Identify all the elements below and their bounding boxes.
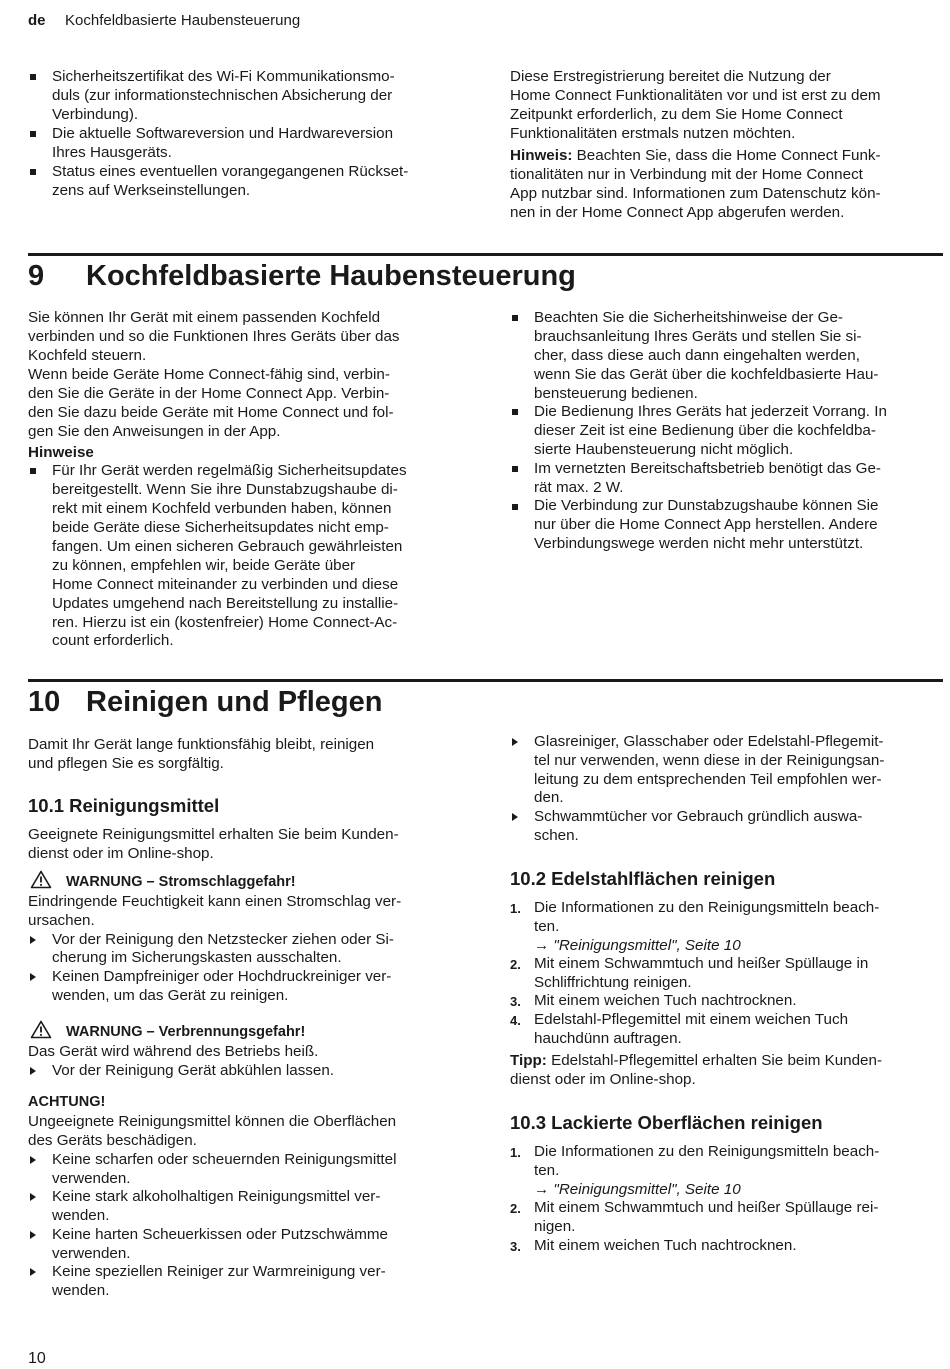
text-line: Home Connect Funktionalitäten vor und ist erst zu dem [510, 87, 881, 104]
text-line: ren. Hierzu ist ein (kostenfreier) Home Connect-Ac- [52, 614, 398, 631]
text-line: schen. [534, 827, 579, 844]
subsection-10-2-heading: 10.2 Edelstahlflächen reinigen [510, 868, 776, 889]
text-line: Keine scharfen oder scheuernden Reinigungsmittel [52, 1151, 397, 1168]
text-line: Keine harten Scheuerkissen oder Putzschwämme [52, 1226, 388, 1243]
text-line: Damit Ihr Gerät lange funktionsfähig bleibt, reinigen [28, 736, 375, 753]
tip-label: Tipp: [510, 1052, 547, 1069]
text-line: wenden, um das Gerät zu reinigen. [52, 987, 289, 1004]
text-line: Zeitpunkt erforderlich, zu dem Sie Home Connect [510, 106, 843, 123]
note-line [510, 147, 881, 166]
text-line: wenden. [52, 1282, 110, 1299]
text-line: Sie können Ihr Gerät mit einem passenden Kochfeld [28, 309, 381, 326]
text-line: Eindringende Feuchtigkeit kann einen Stromschlag ver- [28, 893, 402, 910]
text-line: Ihres Hausgeräts. [52, 144, 172, 161]
notes-heading: Hinweise [28, 444, 94, 461]
step-number: 3. [510, 994, 521, 1009]
text-line: rekt mit einem Kochfeld verbunden haben, können [52, 500, 392, 517]
text-line: Kochfeld steuern. [28, 347, 147, 364]
step-arrow-icon [30, 1156, 36, 1164]
step-arrow-icon [512, 738, 518, 746]
text-line: Schwammtücher vor Gebrauch gründlich auswa- [534, 808, 863, 825]
tip-line [510, 1052, 882, 1071]
text-line: verwenden. [52, 1170, 131, 1187]
text-line: Mit einem Schwammtuch und heißer Spüllauge in [534, 955, 869, 972]
text-line: des Geräts beschädigen. [28, 1132, 197, 1149]
step-number: 3. [510, 1239, 521, 1254]
running-header: Kochfeldbasierte Haubensteuerung [65, 12, 301, 29]
text-line: gen Sie den Anweisungen in der App. [28, 423, 281, 440]
language-code: de [28, 12, 46, 29]
step-arrow-icon [30, 1268, 36, 1276]
section-rule [28, 253, 943, 256]
text-line: tel nur verwenden, wenn diese in der Reinigungsan- [534, 752, 885, 769]
text-line: Schliffrichtung reinigen. [534, 974, 692, 991]
text-line: Beachten Sie die Sicherheitshinweise der Ge- [534, 309, 843, 326]
bullet-square [30, 131, 36, 137]
text-line: App nutzbar sind. Informationen zum Datenschutz kön- [510, 185, 881, 202]
warning-icon [30, 1020, 52, 1039]
step-number: 2. [510, 1201, 521, 1216]
text-line: den Sie die Geräte in der Home Connect App. Verbin- [28, 385, 390, 402]
text-line: dieser Zeit ist eine Bedienung über die kochfeldba- [534, 422, 876, 439]
step-number: 4. [510, 1013, 521, 1028]
text-line: duls (zur informationstechnischen Absicherung der [52, 87, 393, 104]
text-line: Im vernetzten Bereitschaftsbetrieb benötigt das Ge- [534, 460, 881, 477]
text-line: cherung im Sicherungskasten ausschalten. [52, 949, 342, 966]
bullet-square [512, 504, 518, 510]
text-line: bereitgestellt. Wenn Sie ihre Dunstabzugshaube di- [52, 481, 398, 498]
text-line: Diese Erstregistrierung bereitet die Nutzung der [510, 68, 831, 85]
text-line: rät max. 2 W. [534, 479, 624, 496]
text-line: Keine stark alkoholhaltigen Reinigungsmittel ver- [52, 1188, 381, 1205]
text-line: dienst oder im Online-shop. [28, 845, 214, 862]
text-line: Verbindung). [52, 106, 139, 123]
text-line: Mit einem weichen Tuch nachtrocknen. [534, 992, 797, 1009]
subsection-10-1-heading: 10.1 Reinigungsmittel [28, 795, 220, 816]
bullet-square [512, 409, 518, 415]
text-line: Wenn beide Geräte Home Connect-fähig sind, verbin- [28, 366, 390, 383]
step-arrow-icon [512, 813, 518, 821]
note-label: Hinweis: [510, 147, 573, 164]
text-line: ten. [534, 918, 560, 935]
step-arrow-icon [30, 973, 36, 981]
caution-title: ACHTUNG! [28, 1094, 106, 1110]
section-rule [28, 679, 943, 682]
text-line: nigen. [534, 1218, 576, 1235]
text-line: Die Informationen zu den Reinigungsmitteln beach- [534, 1143, 880, 1160]
text-line: Glasreiniger, Glasschaber oder Edelstahl-Pflegemit- [534, 733, 884, 750]
text-line: leitung zu dem entsprechenden Teil empfohlen wer- [534, 771, 882, 788]
text-line: wenden. [52, 1207, 110, 1224]
text-line: und pflegen Sie es sorgfältig. [28, 755, 224, 772]
text-line: zu können, empfehlen wir, beide Geräte über [52, 557, 356, 574]
text-line: Status eines eventuellen vorangegangenen Rückset- [52, 163, 409, 180]
text-line: Vor der Reinigung Gerät abkühlen lassen. [52, 1062, 334, 1079]
text-line: zens auf Werkseinstellungen. [52, 182, 251, 199]
text-line: brauchsanleitung Ihres Geräts und stellen Sie si- [534, 328, 862, 345]
text-line: tionalitäten nur in Verbindung mit der Home Connect [510, 166, 863, 183]
text-line: nen in der Home Connect App abgerufen werden. [510, 204, 845, 221]
text-line: verwenden. [52, 1245, 131, 1262]
step-arrow-icon [30, 936, 36, 944]
text-line: Die Verbindung zur Dunstabzugshaube können Sie [534, 497, 879, 514]
text-line: Keinen Dampfreiniger oder Hochdruckreiniger ver- [52, 968, 392, 985]
step-number: 1. [510, 1145, 521, 1160]
bullet-square [512, 466, 518, 472]
warning-electric-title: WARNUNG – Stromschlaggefahr! [66, 874, 296, 890]
text-line: Mit einem Schwammtuch und heißer Spüllauge rei- [534, 1199, 879, 1216]
text-line: count erforderlich. [52, 632, 174, 649]
text-line: Vor der Reinigung den Netzstecker ziehen oder Si- [52, 931, 394, 948]
text-line: fangen. Um einen sicheren Gebrauch gewährleisten [52, 538, 403, 555]
text-line: wenn Sie das Gerät über die kochfeldbasierte Hau- [534, 366, 879, 383]
text-line: dienst oder im Online-shop. [510, 1071, 696, 1088]
section-10-heading: 10 Reinigen und Pflegen [28, 686, 383, 718]
warning-icon [30, 870, 52, 889]
step-arrow-icon [30, 1067, 36, 1075]
text-line: bensteuerung bedienen. [534, 385, 698, 402]
text-line: Das Gerät wird während des Betriebs heiß. [28, 1043, 319, 1060]
step-number: 1. [510, 901, 521, 916]
text-line: Mit einem weichen Tuch nachtrocknen. [534, 1237, 797, 1254]
text-line: den Sie dazu beide Geräte mit Home Connect und fol- [28, 404, 394, 421]
text-line: Die aktuelle Softwareversion und Hardwareversion [52, 125, 394, 142]
step-arrow-icon [30, 1193, 36, 1201]
note-text: Beachten Sie, dass die Home Connect Funk- [572, 147, 881, 164]
text-line: Updates umgehend nach Bereitstellung zu installie- [52, 595, 399, 612]
text-line: cher, dass diese auch dann eingehalten werden, [534, 347, 860, 364]
text-line: Für Ihr Gerät werden regelmäßig Sicherheitsupdates [52, 462, 407, 479]
text-line: ten. [534, 1162, 560, 1179]
text-line: Funktionalitäten erstmals nutzen möchten. [510, 125, 796, 142]
bullet-square [30, 468, 36, 474]
text-line: hauchdünn auftragen. [534, 1030, 682, 1047]
cross-reference-link[interactable]: → "Reinigungsmittel", Seite 10 [534, 1181, 741, 1198]
bullet-square [30, 74, 36, 80]
text-line: den. [534, 789, 564, 806]
text-line: verbinden und so die Funktionen Ihres Geräts über das [28, 328, 400, 345]
text-line: Home Connect miteinander zu verbinden und diese [52, 576, 399, 593]
text-line: beide Geräte diese Sicherheitsupdates nicht emp- [52, 519, 389, 536]
text-line: nur über die Home Connect App herstellen. Andere [534, 516, 878, 533]
cross-reference-link[interactable]: → "Reinigungsmittel", Seite 10 [534, 937, 741, 954]
text-line: Sicherheitszertifikat des Wi-Fi Kommunikationsmo- [52, 68, 395, 85]
bullet-square [512, 315, 518, 321]
text-line: Die Informationen zu den Reinigungsmitteln beach- [534, 899, 880, 916]
text-line: Edelstahl-Pflegemittel mit einem weichen Tuch [534, 1011, 849, 1028]
bullet-square [30, 169, 36, 175]
text-line: Die Bedienung Ihres Geräts hat jederzeit Vorrang. In [534, 403, 887, 420]
page-number: 10 [28, 1350, 46, 1367]
section-9-heading: 9 Kochfeldbasierte Haubensteuerung [28, 260, 576, 292]
text-line: Geeignete Reinigungsmittel erhalten Sie beim Kunden- [28, 826, 399, 843]
text-line: sierte Haubensteuerung nicht möglich. [534, 441, 794, 458]
subsection-10-3-heading: 10.3 Lackierte Oberflächen reinigen [510, 1112, 823, 1133]
text-line: Keine speziellen Reiniger zur Warmreinigung ver- [52, 1263, 386, 1280]
step-arrow-icon [30, 1231, 36, 1239]
text-line: Verbindungswege werden nicht mehr unterstützt. [534, 535, 864, 552]
warning-burn-title: WARNUNG – Verbrennungsgefahr! [66, 1024, 306, 1040]
text-line: Ungeeignete Reinigungsmittel können die Oberflächen [28, 1113, 397, 1130]
tip-text: Edelstahl-Pflegemittel erhalten Sie beim Kunden- [546, 1052, 882, 1069]
text-line: ursachen. [28, 912, 95, 929]
step-number: 2. [510, 957, 521, 972]
